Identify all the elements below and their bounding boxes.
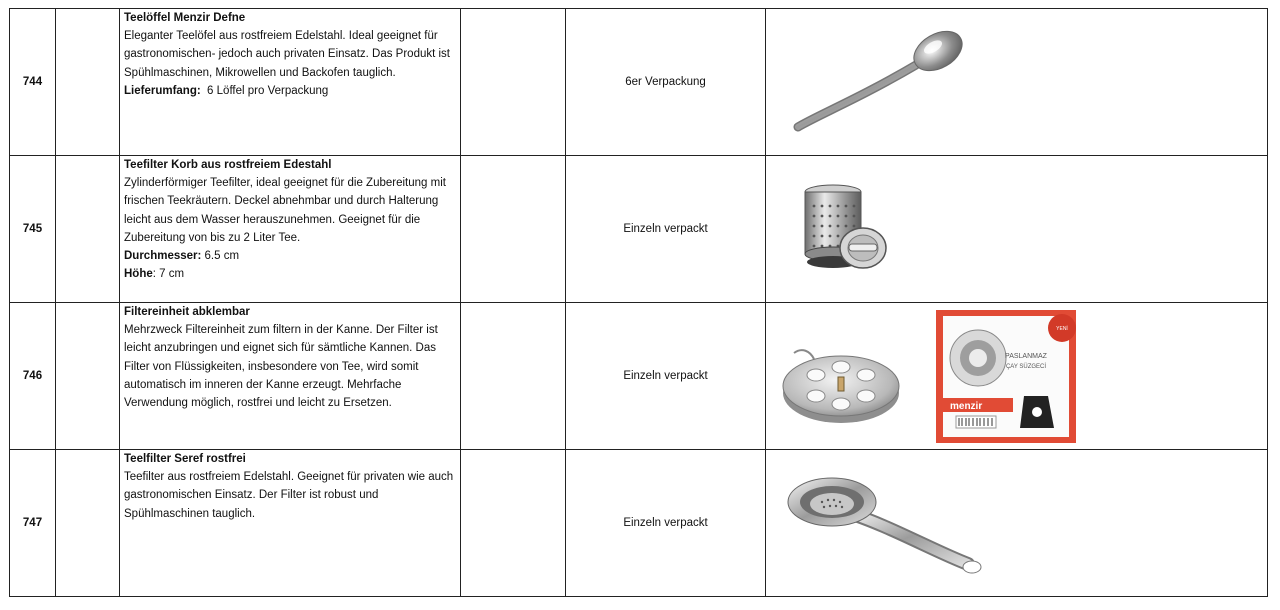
product-table <box>9 8 1268 597</box>
empty-cell <box>56 9 120 156</box>
product-number: 747 <box>10 450 56 597</box>
product-description-cell <box>120 156 461 303</box>
tea-filter-basket-icon <box>798 180 898 290</box>
package-brand: menzir <box>950 401 983 412</box>
product-description-cell <box>120 450 461 597</box>
product-description: Mehrzweck Filtereinheit zum filtern in der Kanne. Der Filter ist leicht anzubringen und eignet sich für sämtliche Kannen. Das Filter von Flüssigkeiten, insbesondere von Tee, wird somit automatisch im inneren der Kanne erzeugt. Mehrfache Verwendung möglich, rostfrei und leicht zu Ersetzen. <box>124 324 438 410</box>
empty-cell <box>461 156 566 303</box>
product-number: 746 <box>10 303 56 450</box>
spec-label: Durchmesser: <box>124 250 202 263</box>
packaging-cell: 6er Verpackung <box>566 9 766 156</box>
tea-strainer-icon <box>786 464 986 582</box>
table-row <box>10 450 1268 597</box>
empty-cell <box>56 303 120 450</box>
product-image-cell <box>766 156 1268 303</box>
empty-cell <box>461 9 566 156</box>
product-description-cell <box>120 303 461 450</box>
empty-cell <box>461 450 566 597</box>
spec-value: 6 Löffel pro Verpackung <box>200 84 329 97</box>
spec-label: Lieferumfang: <box>124 84 201 97</box>
product-title: Teefilter Korb aus rostfreiem Edestahl <box>124 159 332 171</box>
product-title: Teelfilter Seref rostfrei <box>124 453 246 465</box>
product-spec <box>124 82 456 100</box>
product-title: Teelöffel Menzir Defne <box>124 12 246 24</box>
empty-cell <box>56 156 120 303</box>
table-row <box>10 303 1268 450</box>
filter-disc-icon <box>780 341 902 427</box>
spec-label: Höhe <box>124 268 153 281</box>
product-number: 744 <box>10 9 56 156</box>
table-row <box>10 156 1268 303</box>
package-image <box>936 310 1076 443</box>
product-description: Teefilter aus rostfreiem Edelstahl. Geeignet für privaten wie auch gastronomischen Einsatz. Der Filter ist robust und Spühlmaschinen tauglich. <box>124 471 454 520</box>
package-line1: PASLANMAZ <box>1005 353 1047 360</box>
product-description: Zylinderförmiger Teefilter, ideal geeignet für die Zubereitung mit frischen Teekräutern. Deckel abnehmbar und durch Halterung leicht aus dem Wasser herauszunehmen. Geeignet für die Zubereitung von bis zu 2 Liter Tee. <box>124 177 446 244</box>
svg-text:YENİ: YENİ <box>1056 326 1068 332</box>
product-title: Filtereinheit abklembar <box>124 306 250 318</box>
package-line2: ÇAY SÜZGECİ <box>1005 364 1047 370</box>
packaging-cell: Einzeln verpackt <box>566 303 766 450</box>
product-image-cell <box>766 450 1268 597</box>
table-row <box>10 9 1268 156</box>
spec-value: : 7 cm <box>152 268 185 281</box>
product-spec <box>124 247 456 265</box>
teaspoon-icon <box>788 19 973 137</box>
empty-cell <box>461 303 566 450</box>
product-image-cell <box>766 303 1268 450</box>
product-description-cell <box>120 9 461 156</box>
product-description: Eleganter Teelöfel aus rostfreiem Edelstahl. Ideal geeignet für gastronomischen- jedoch auch privaten Einsatz. Das Produkt ist Spühlmaschinen, Mikrowellen und Backofen tauglich. <box>124 30 450 79</box>
empty-cell <box>56 450 120 597</box>
product-image-cell <box>766 9 1268 156</box>
product-number: 745 <box>10 156 56 303</box>
spec-value: 6.5 cm <box>201 250 240 263</box>
packaging-cell: Einzeln verpackt <box>566 156 766 303</box>
packaging-cell: Einzeln verpackt <box>566 450 766 597</box>
product-spec <box>124 265 456 283</box>
